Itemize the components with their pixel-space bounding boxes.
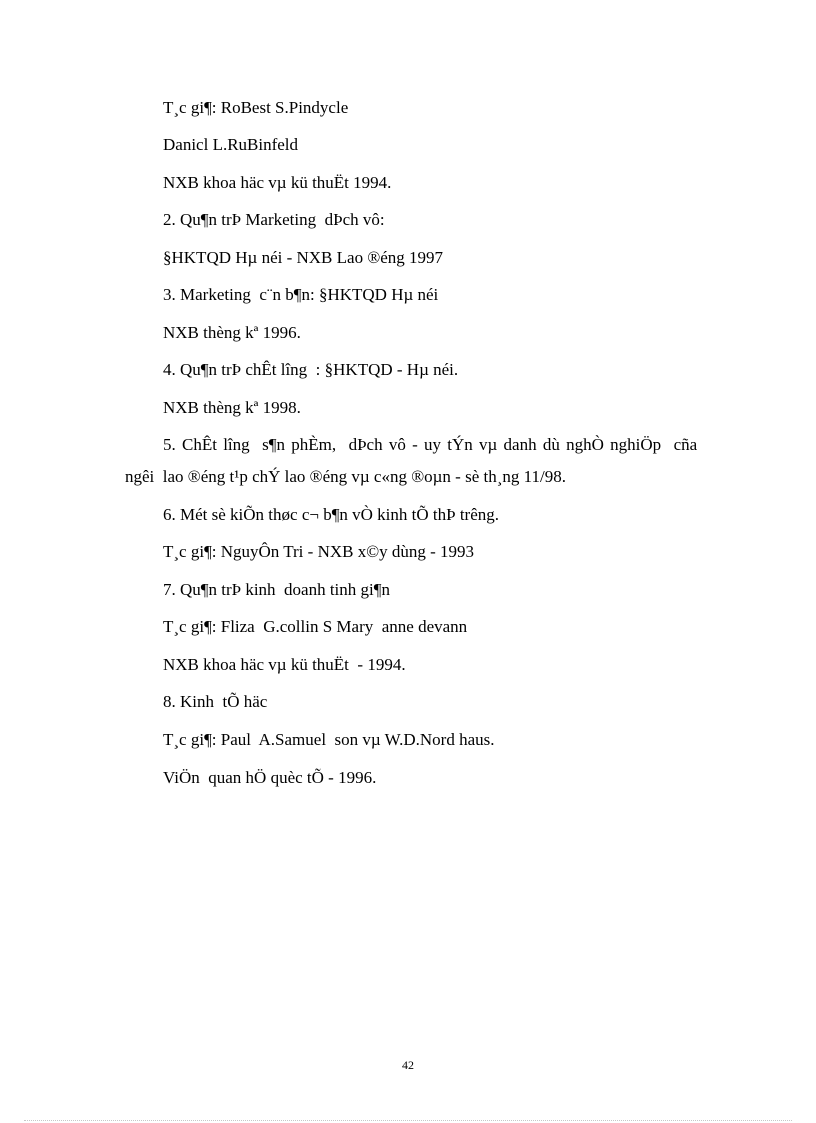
reference-line: ViÖn quan hÖ quèc tÕ - 1996. [163,768,377,787]
reference-line: §HKTQD Hµ néi - NXB Lao ®éng 1997 [163,248,444,267]
reference-line: 3. Marketing c¨n b¶n: §HKTQD Hµ néi [163,285,439,304]
reference-line: 8. Kinh tÕ häc [163,692,268,711]
reference-line: T¸c gi¶: Paul A.Samuel son vµ W.D.Nord haus. [163,730,495,749]
reference-line: NXB thèng kª 1996. [163,323,301,342]
reference-line: 5. ChÊt lîng s¶n phÈm, dÞch vô - uy tÝn vµ danh dù nghÒ nghiÖp cña [163,435,698,454]
reference-line: 7. Qu¶n trÞ kinh doanh tinh gi¶n [163,580,390,599]
reference-line: NXB thèng kª 1998. [163,398,301,417]
reference-line: 4. Qu¶n trÞ chÊt lîng : §HKTQD - Hµ néi. [163,360,459,379]
reference-line: T¸c gi¶: NguyÔn Tri - NXB x©y dùng - 1993 [163,542,475,561]
reference-line: 6. Mét sè kiÕn thøc c¬ b¶n vÒ kinh tÕ thÞ trêng. [163,505,500,524]
reference-line: Danicl L.RuBinfeld [163,135,299,154]
reference-line: NXB khoa häc vµ kü thuËt 1994. [163,173,392,192]
reference-line: T¸c gi¶: Fliza G.collin S Mary anne devann [163,617,468,636]
reference-line: ngêi lao ®éng t¹p chÝ lao ®éng vµ c«ng ®oµn - sè th¸ng 11/98. [125,467,566,486]
page-bottom-divider [24,1120,792,1121]
page-number: 42 [402,1058,414,1072]
reference-line: T¸c gi¶: RoBest S.Pindycle [163,98,349,117]
reference-line: 2. Qu¶n trÞ Marketing dÞch vô: [163,210,385,229]
reference-line: NXB khoa häc vµ kü thuËt - 1994. [163,655,406,674]
